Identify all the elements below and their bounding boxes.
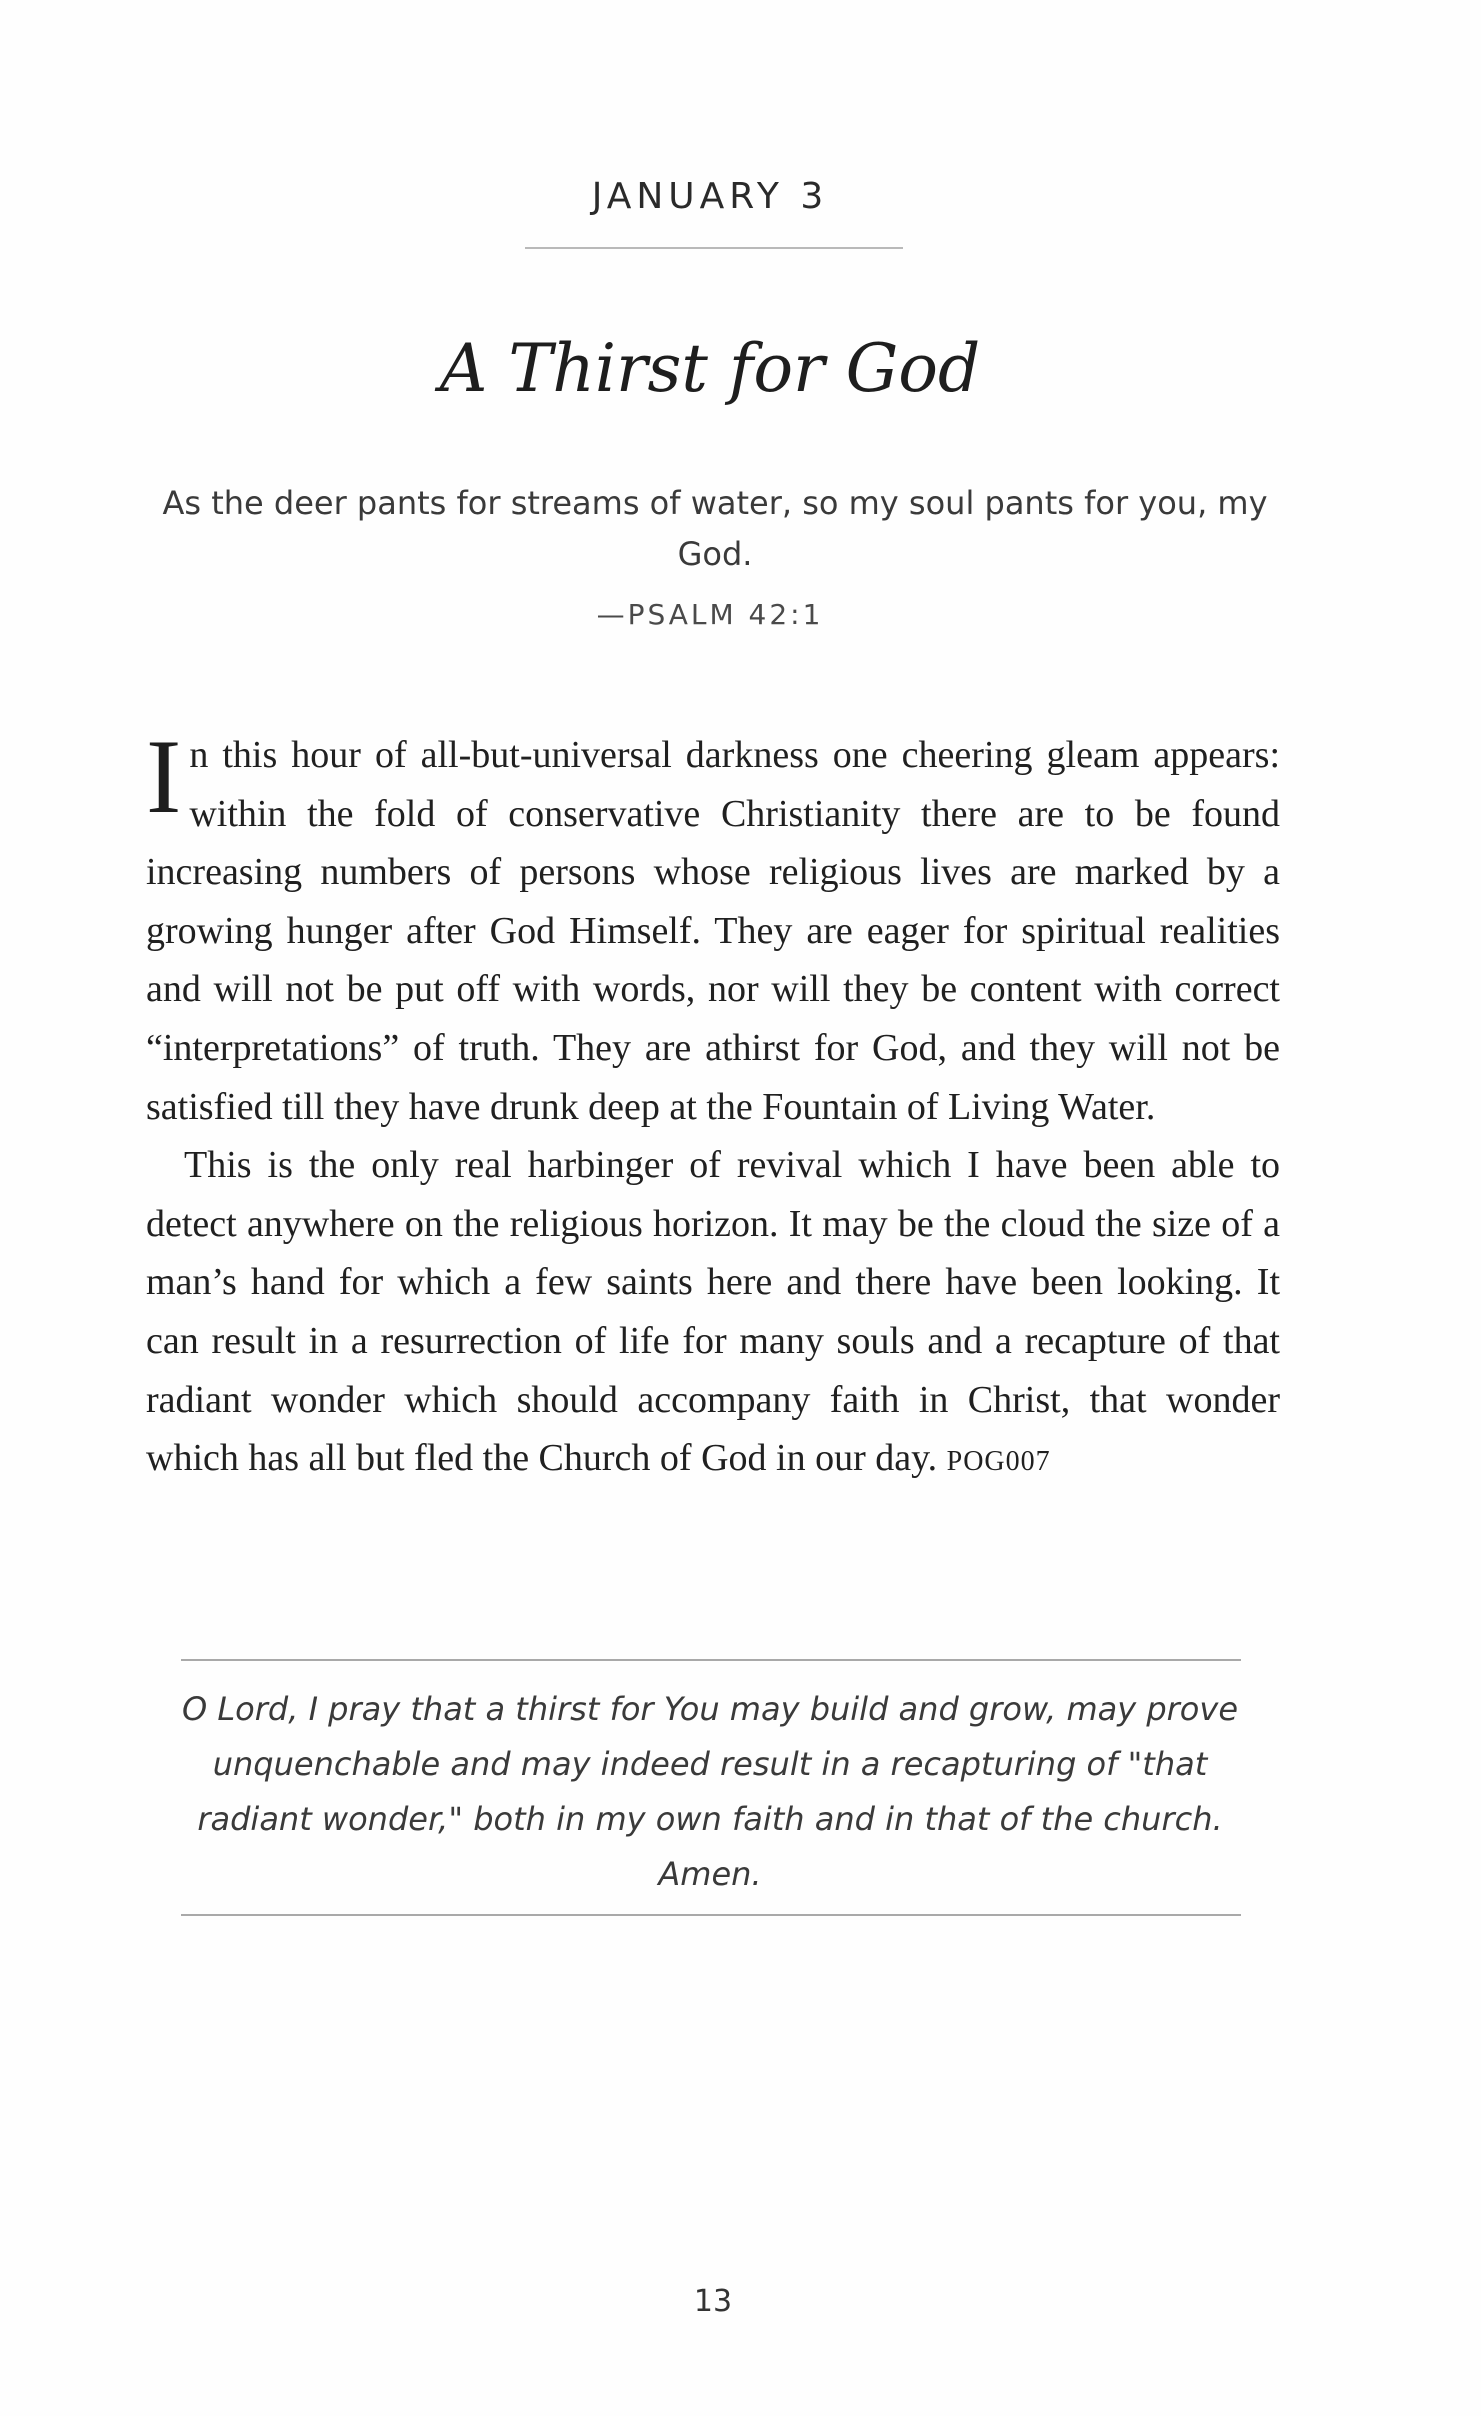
date-divider xyxy=(525,247,903,249)
source-code: POG007 xyxy=(946,1446,1051,1478)
prayer-text: O Lord, I pray that a thirst for You may build and grow, may prove unquenchable and may indeed result in a recapturing of "that radiant wonder," both in my own faith and in that of the church. Amen. xyxy=(181,1690,1238,1893)
body-paragraph-2-text: This is the only real harbinger of revival which I have been able to detect anywhere on the religious horizon. It may be the cloud the size of a man’s hand for which a few saints here and there have been looking. It can result in a resurrection of life for many souls and a recapture of that radiant wonder which should accompany faith in Christ, that wonder which has all but fled the Church of God in our day. xyxy=(146,1144,1280,1480)
body-paragraph-2 xyxy=(146,1136,1280,1492)
body-paragraph-1-text: n this hour of all-but-universal darkness one cheering gleam appears: within the fold of conservative Christianity there are to be found increasing numbers of persons whose religious lives are marked by a growing hunger after God Himself. They are eager for spiritual realities and will not be put off with words, nor will they be content with correct “interpretations” of truth. They are athirst for God, and they will not be satisfied till they have drunk deep at the Fountain of Living Water. xyxy=(146,734,1280,1128)
drop-cap: I xyxy=(146,718,182,835)
prayer-divider-top xyxy=(181,1659,1241,1661)
devotional-body xyxy=(146,718,1280,1492)
page-number: 13 xyxy=(693,2284,733,2319)
scripture-quote: As the deer pants for streams of water, so my soul pants for you, my God. xyxy=(162,484,1268,573)
body-paragraph-1 xyxy=(146,718,1280,1136)
date-heading: JANUARY 3 xyxy=(591,176,829,217)
scripture-reference: —PSALM 42:1 xyxy=(596,598,824,631)
prayer-divider-bottom xyxy=(181,1914,1241,1916)
page-title: A Thirst for God xyxy=(439,330,981,407)
